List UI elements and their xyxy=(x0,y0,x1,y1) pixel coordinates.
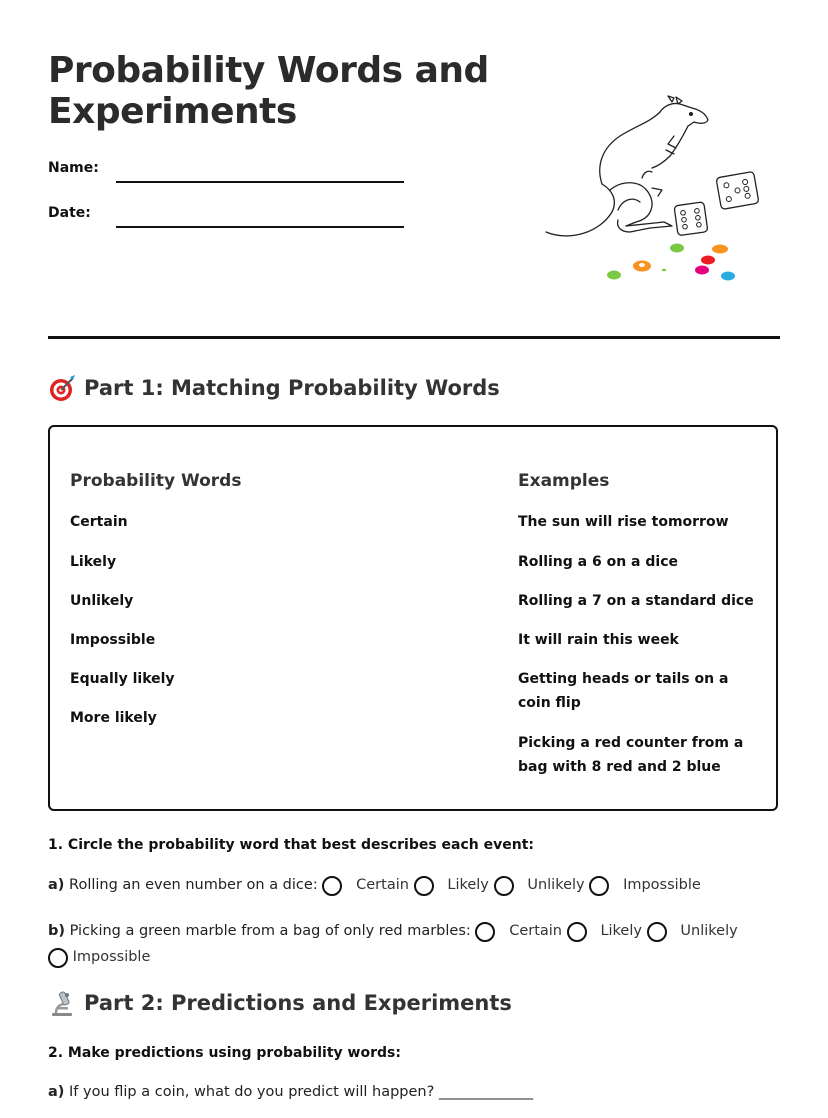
word-item[interactable]: Equally likely xyxy=(70,671,175,687)
question-2a xyxy=(48,1084,533,1100)
part2-heading xyxy=(48,989,512,1017)
date-line[interactable] xyxy=(116,226,404,228)
words-column-header: Probability Words xyxy=(70,471,242,491)
kangaroo-dice-illustration xyxy=(540,92,780,292)
name-line[interactable] xyxy=(116,181,404,183)
answer-circle[interactable] xyxy=(414,876,434,896)
examples-column-header: Examples xyxy=(518,471,610,491)
matching-box xyxy=(48,425,778,811)
question-2-heading: 2. Make predictions using probability words: xyxy=(48,1045,401,1061)
date-label: Date: xyxy=(48,205,91,221)
question-1a-text: Rolling an even number on a dice: xyxy=(69,877,318,893)
title-line-1: Probability Words and xyxy=(48,50,489,91)
question-2a-label: a) xyxy=(48,1084,65,1100)
option-impossible[interactable]: Impossible xyxy=(623,877,701,893)
dart-target-icon xyxy=(48,374,76,402)
word-item[interactable]: Likely xyxy=(70,554,117,570)
word-item[interactable]: Impossible xyxy=(70,632,156,648)
option-unlikely[interactable]: Unlikely xyxy=(527,877,585,893)
question-1a-label: a) xyxy=(48,877,65,893)
option-certain[interactable]: Certain xyxy=(509,923,562,939)
answer-circle[interactable] xyxy=(567,922,587,942)
part2-heading-text: Part 2: Predictions and Experiments xyxy=(84,991,512,1015)
dice-icon xyxy=(674,171,759,235)
part1-heading-text: Part 1: Matching Probability Words xyxy=(84,376,500,400)
question-1a xyxy=(48,876,701,896)
option-unlikely[interactable]: Unlikely xyxy=(680,923,738,939)
page-title xyxy=(48,50,489,132)
answer-circle[interactable] xyxy=(48,948,68,968)
counters-icon xyxy=(607,244,735,281)
option-certain[interactable]: Certain xyxy=(356,877,409,893)
example-item[interactable]: It will rain this week xyxy=(518,632,679,648)
answer-circle[interactable] xyxy=(494,876,514,896)
answer-circle[interactable] xyxy=(322,876,342,896)
question-1b-label: b) xyxy=(48,923,66,939)
title-line-2: Experiments xyxy=(48,91,297,132)
example-item[interactable]: Picking a red counter from a bag with 8 red and 2 blue xyxy=(518,735,744,775)
example-item[interactable]: The sun will rise tomorrow xyxy=(518,514,729,530)
option-likely[interactable]: Likely xyxy=(447,877,489,893)
example-item[interactable]: Getting heads or tails on a coin flip xyxy=(518,671,729,711)
question-2a-text[interactable]: If you flip a coin, what do you predict will happen? _____________ xyxy=(69,1084,534,1100)
word-item[interactable]: More likely xyxy=(70,710,157,726)
word-item[interactable]: Certain xyxy=(70,514,128,530)
question-1b-text: Picking a green marble from a bag of only red marbles: xyxy=(69,923,471,939)
option-likely[interactable]: Likely xyxy=(600,923,642,939)
part1-heading xyxy=(48,374,500,402)
example-item[interactable]: Rolling a 6 on a dice xyxy=(518,554,678,570)
header-divider xyxy=(48,336,780,339)
option-impossible[interactable]: Impossible xyxy=(72,949,151,965)
question-1b xyxy=(48,918,748,970)
microscope-icon xyxy=(48,989,76,1017)
name-label: Name: xyxy=(48,160,99,176)
answer-circle[interactable] xyxy=(475,922,495,942)
word-item[interactable]: Unlikely xyxy=(70,593,134,609)
example-item[interactable]: Rolling a 7 on a standard dice xyxy=(518,593,754,609)
answer-circle[interactable] xyxy=(589,876,609,896)
question-1-heading: 1. Circle the probability word that best describes each event: xyxy=(48,837,535,853)
answer-circle[interactable] xyxy=(647,922,667,942)
